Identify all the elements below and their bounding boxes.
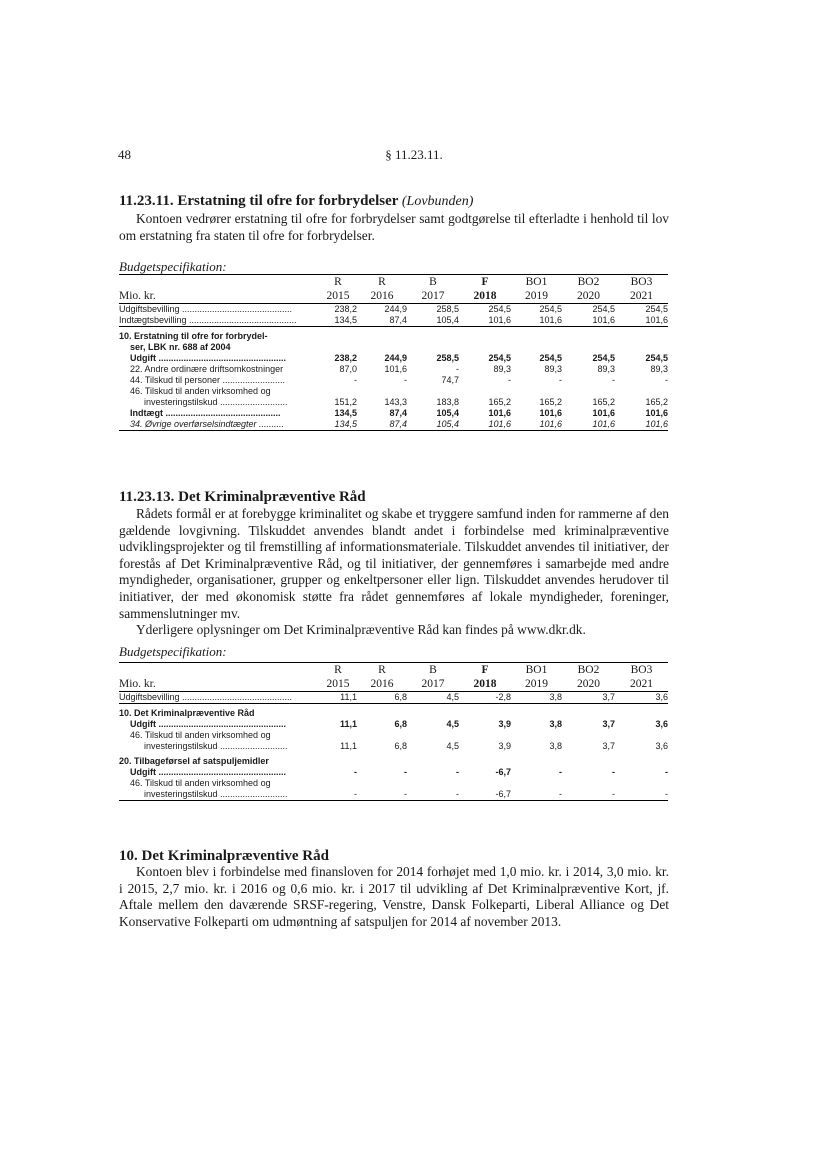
table-row: ser, LBK nr. 688 af 2004 bbox=[130, 342, 231, 352]
section-title: 11.23.13. Det Kriminalpræventive Råd bbox=[119, 489, 366, 505]
table-row: 22. Andre ordinære driftsomkostninger 87,0 101,6 - 89,3 89,3 89,3 89,3 bbox=[130, 364, 668, 374]
section-title bbox=[119, 193, 473, 210]
table-row: Udgiftsbevilling ............................................ 238,2 244,9 258,5 254,5 254,5 254,5 254,5 bbox=[119, 304, 668, 314]
budget-label: Budgetspecifikation: bbox=[119, 259, 227, 274]
page-number: 48 bbox=[118, 147, 131, 162]
table-row: 46. Tilskud til anden virksomhed og bbox=[130, 730, 271, 740]
section-body: Kontoen blev i forbindelse med finansloven for 2014 forhøjet med 1,0 mio. kr. i 2014, 3,0 mio. kr. i 2015, 2,7 mio. kr. i 2016 og 0,6 mio. kr. i 2017 til udvikling af Det Kriminalpræventive Kort, jf. Aftale mellem den daværende SRSF-regering, Venstre, Dansk Folkeparti, Liberal Alliance og Det Konservative Folkeparti om udmøntning af satspuljen for 2014 af november 2013. bbox=[119, 864, 669, 929]
section-title-text: 11.23.11. Erstatning til ofre for forbrydelser bbox=[119, 193, 399, 209]
table-row: 10. Det Kriminalpræventive Råd bbox=[119, 708, 255, 718]
table-row: investeringstilskud ........................... 11,1 6,8 4,5 3,9 3,8 3,7 3,6 bbox=[144, 741, 668, 751]
paragraph: Yderligere oplysninger om Det Kriminalpræventive Råd kan findes på www.dkr.dk. bbox=[136, 622, 586, 638]
table-row: Udgift ................................................... 238,2 244,9 258,5 254,5 254,5 254,5 254,5 bbox=[130, 353, 668, 363]
page-header: § 11.23.11. bbox=[385, 147, 443, 162]
table-row: 34. Øvrige overførselsindtægter .......... 134,5 87,4 105,4 101,6 101,6 101,6 101,6 bbox=[119, 419, 668, 431]
budget-table-1: R R B F BO1 BO2 BO3 Mio. kr. 2015 2016 2017 2018 2019 2020 2021 Udgiftsbevilling ............................................ 238,2 244,9 258,5 254,5 254,5 254,5 254,5 Indtægtsbevilling ........................................... 134,5 87,4 105,4 101,6 101,6 101,6 101,6 10. Erstatning til ofre for forbrydel- ser, LBK nr. 688 af 2004 Udgift ................................................... 238,2 244,9 258,5 254,5 254,5 254,5 254,5 22. Andre ordinære driftsomkostninger 87,0 101,6 - 89,3 89,3 89,3 89,3 44. Tilskud til personer ......................... - - 74,7 - - - - 46. Tilskud til anden virksomhed og investeringstilskud ........................... 151,2 143,3 183,8 165,2 165,2 165,2 165,2 Indtægt .............................................. 134,5 87,4 105,4 101,6 101,6 101,6 101,6 34. Øvrige overførselsindtægter .......... 134,5 87,4 105,4 101,6 101,6 101,6 101,6 bbox=[119, 276, 668, 429]
budget-table-2: R R B F BO1 BO2 BO3 Mio. kr. 2015 2016 2017 2018 2019 2020 2021 Udgiftsbevilling ............................................ 11,1 6,8 4,5 -2,8 3,8 3,7 3,6 10. Det Kriminalpræventive Råd Udgift ................................................... 11,1 6,8 4,5 3,9 3,8 3,7 3,6 46. Tilskud til anden virksomhed og investeringstilskud ........................... 11,1 6,8 4,5 3,9 3,8 3,7 3,6 20. Tilbageførsel af satspuljemidler Udgift ................................................... - - - -6,7 - - - 46. Tilskud til anden virksomhed og investeringstilskud ........................... - - - -6,7 - - - bbox=[119, 664, 668, 799]
table-row: Indtægt .............................................. 134,5 87,4 105,4 101,6 101,6 101,6 101,6 bbox=[130, 408, 668, 418]
section-body bbox=[119, 506, 669, 639]
table-row: 10. Erstatning til ofre for forbrydel- bbox=[119, 331, 268, 341]
section-body: Kontoen vedrører erstatning til ofre for forbrydelser samt godtgørelse til efterladte i henhold til lov om erstatning fra staten til ofre for forbrydelser. bbox=[119, 211, 669, 243]
table-row: 44. Tilskud til personer ......................... - - 74,7 - - - - bbox=[130, 375, 668, 385]
table-row: investeringstilskud ........................... 151,2 143,3 183,8 165,2 165,2 165,2 165,2 bbox=[144, 397, 668, 407]
paragraph: Rådets formål er at forebygge kriminalitet og skabe et tryggere samfund inden for rammerne af den gældende lovgivning. Tilskuddet anvendes blandt andet i forbindelse med kriminalpræventive udviklingsprojekter og til fremstilling af informationsmateriale. Tilskuddet anvendes til initiativer, der forestås af Det Kriminalpræventive Råd, og til initiativer, der gennemføres i samarbejde med andre myndigheder, organisationer, grupper og enkeltpersoner eller lign. Tilskuddet anvendes herudover til initiativer, der med økonomisk støtte fra rådet gennemføres af lokale myndigheder, foreninger, sammenslutninger mv. bbox=[119, 506, 669, 621]
table-row: Indtægtsbevilling ........................................... 134,5 87,4 105,4 101,6 101,6 101,6 101,6 bbox=[119, 315, 668, 325]
table-row: investeringstilskud ........................... - - - -6,7 - - - bbox=[119, 789, 668, 801]
section-title: 10. Det Kriminalpræventive Råd bbox=[119, 848, 329, 864]
table-row: Udgiftsbevilling ............................................ 11,1 6,8 4,5 -2,8 3,8 3,7 3,6 bbox=[119, 692, 668, 702]
table-row: Udgift ................................................... - - - -6,7 - - - bbox=[130, 767, 668, 777]
table-row: Udgift ................................................... 11,1 6,8 4,5 3,9 3,8 3,7 3,6 bbox=[130, 719, 668, 729]
budget-label: Budgetspecifikation: bbox=[119, 644, 227, 659]
section-subtitle: (Lovbunden) bbox=[401, 194, 474, 209]
table-row: 46. Tilskud til anden virksomhed og bbox=[130, 386, 271, 396]
table-row: 20. Tilbageførsel af satspuljemidler bbox=[119, 756, 269, 766]
table-row: 46. Tilskud til anden virksomhed og bbox=[130, 778, 271, 788]
